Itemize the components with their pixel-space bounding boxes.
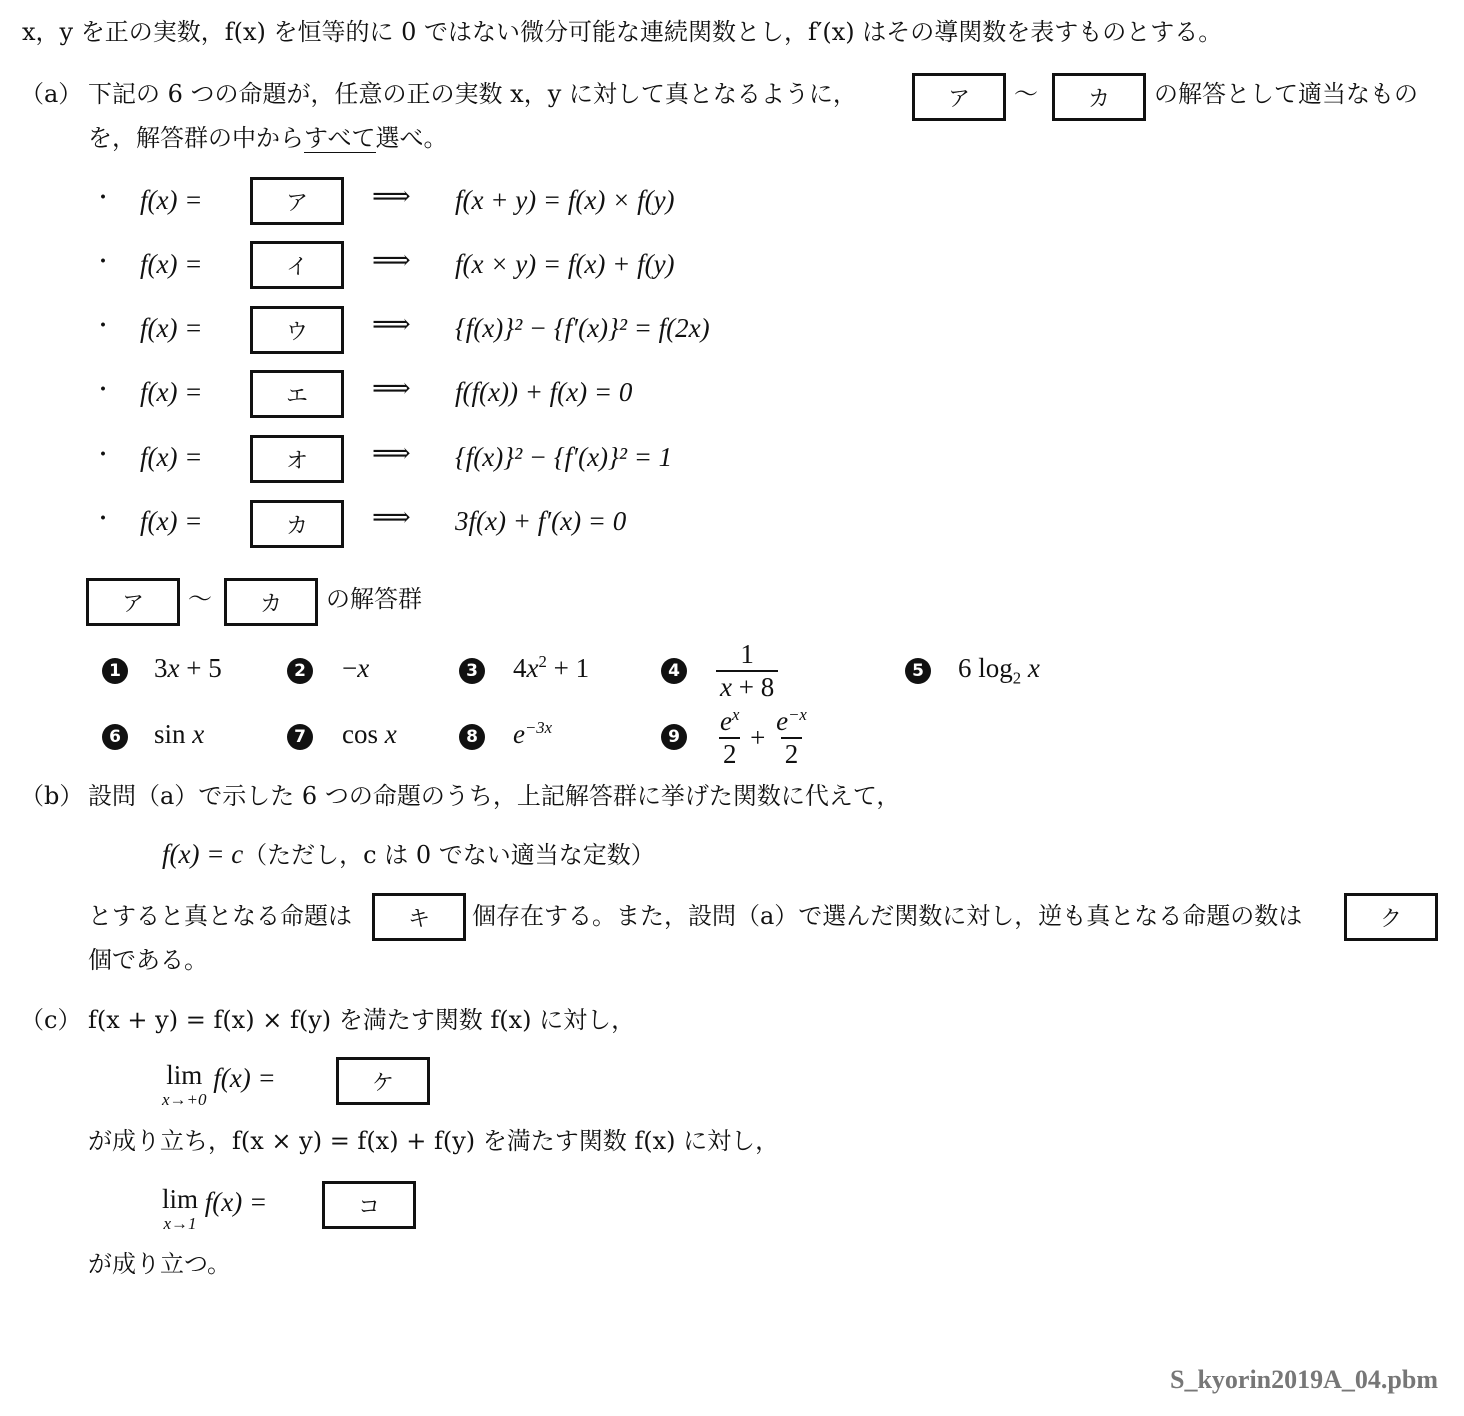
bullet: ・ [92,250,115,275]
group-tilde: ～ [188,585,212,613]
choice-3-expr: $4x^2 + 1$ [513,652,590,683]
proposition-lhs: f(x) = [140,249,203,279]
limit-2-sub: x→1 [163,1214,197,1233]
choice-4-expr: $\frac{1}{x + 8}$ [716,640,778,703]
group-box-ka[interactable]: カ [224,578,318,626]
bullet: ・ [92,443,115,468]
choice-6-expr: sin x [154,719,205,749]
answer-box-ke[interactable]: ケ [336,1057,430,1105]
part-a-line1-before: 下記の 6 つの命題が，任意の正の実数 x，y に対して真となるように， [88,80,857,108]
implies-arrow: ⟹ [372,309,411,339]
implies-arrow: ⟹ [372,502,411,532]
bullet: ・ [92,314,115,339]
answer-box-ko[interactable]: コ [322,1181,416,1229]
answer-box-o[interactable]: オ [250,435,344,483]
choice-5-expr: 6 $\log_2 x$ [958,653,1040,688]
part-a-line2-after: 選べ。 [375,124,448,152]
choice-number: 6 [102,724,128,750]
part-b-line3-before: とすると真となる命題は [88,902,352,930]
proposition-rhs: f(f(x)) + f(x) = 0 [455,377,633,407]
limit-1: lim x→+0 f(x) = [162,1060,276,1109]
choice-3[interactable] [459,654,485,684]
group-box-a[interactable]: ア [86,578,180,626]
underlined-all: すべて [304,124,376,152]
proposition-rhs: f(x + y) = f(x) × f(y) [455,185,675,215]
part-b-line3-middle: 個存在する。また，設問（a）で選んだ関数に対し，逆も真となる命題の数は [472,902,1303,930]
bullet: ・ [92,378,115,403]
part-a-line2-before: を，解答群の中から [88,124,304,152]
part-a-line2 [88,124,448,153]
answer-box-u[interactable]: ウ [250,306,344,354]
answer-box-e[interactable]: エ [250,370,344,418]
file-name-label: S_kyorin2019A_04.pbm [1170,1365,1438,1394]
answer-box-ka[interactable]: カ [250,500,344,548]
proposition-lhs: f(x) = [140,377,203,407]
limit-2: lim x→1 f(x) = [162,1184,268,1233]
choice-1[interactable] [102,654,128,684]
part-b-formula [162,838,655,870]
proposition-rhs: {f(x)}² − {f′(x)}² = 1 [455,442,673,472]
answer-box-ki[interactable]: キ [372,893,466,941]
choice-number: 4 [661,658,687,684]
choice-number: 5 [905,658,931,684]
choice-4[interactable] [661,654,687,684]
answer-box-a-header[interactable]: ア [912,73,1006,121]
choice-number: 9 [661,724,687,750]
answer-box-a[interactable]: ア [250,177,344,225]
limit-2-expr: f(x) = [204,1187,268,1217]
proposition-lhs: f(x) = [140,313,203,343]
choice-8[interactable] [459,720,485,750]
choice-9[interactable] [661,720,687,750]
part-c-line1: f(x + y) = f(x) × f(y) を満たす関数 f(x) に対し， [88,1006,636,1034]
choice-7[interactable] [287,720,313,750]
answer-box-ka-header[interactable]: カ [1052,73,1146,121]
part-b-line4: 個である。 [88,946,208,974]
proposition-rhs: {f(x)}² − {f′(x)}² = f(2x) [455,313,710,343]
choice-5[interactable] [905,654,931,684]
choice-number: 8 [459,724,485,750]
implies-arrow: ⟹ [372,181,411,211]
choice-number: 3 [459,658,485,684]
implies-arrow: ⟹ [372,438,411,468]
bullet: ・ [92,186,115,211]
intro-text: x，y を正の実数，f(x) を恒等的に 0 ではない微分可能な連続関数とし，f′(x) はその導関数を表すものとする。 [22,18,1223,46]
constant-formula: f(x) = c [162,839,244,869]
part-b-label: （b） [20,782,84,810]
choice-8-expr: $e^{-3x}$ [513,718,553,749]
answer-box-ku[interactable]: ク [1344,893,1438,941]
answer-box-i[interactable]: イ [250,241,344,289]
proposition-lhs: f(x) = [140,442,203,472]
part-c-line3: が成り立ち，f(x × y) = f(x) + f(y) を満たす関数 f(x) に対し， [88,1127,780,1155]
part-a-label: （a） [20,80,83,108]
part-a-line1-after: の解答として適当なもの [1154,80,1418,108]
choice-2-expr: −x [342,653,370,683]
choice-number: 7 [287,724,313,750]
implies-arrow: ⟹ [372,245,411,275]
limit-1-expr: f(x) = [213,1063,276,1093]
tilde: ～ [1014,80,1038,108]
part-c-line5: が成り立つ。 [88,1250,232,1278]
choice-number: 1 [102,658,128,684]
constant-note: （ただし，c は 0 でない適当な定数） [243,841,655,869]
choice-number: 2 [287,658,313,684]
answer-group-label: の解答群 [326,585,422,613]
choice-7-expr: cos x [342,719,397,749]
part-b-line1: 設問（a）で示した 6 つの命題のうち，上記解答群に挙げた関数に代えて， [88,782,901,810]
proposition-rhs: 3f(x) + f′(x) = 0 [455,506,627,536]
limit-1-sub: x→+0 [162,1090,207,1109]
implies-arrow: ⟹ [372,373,411,403]
bullet: ・ [92,507,115,532]
choice-9-expr: $\frac{e^x}{2}$ + $\frac{e^{-x}}{2}$ [720,705,807,769]
choice-2[interactable] [287,654,313,684]
proposition-lhs: f(x) = [140,506,203,536]
choice-1-expr: 3x + 5 [154,653,222,683]
proposition-lhs: f(x) = [140,185,203,215]
part-c-label: （c） [20,1006,82,1034]
proposition-rhs: f(x × y) = f(x) + f(y) [455,249,675,279]
choice-6[interactable] [102,720,128,750]
